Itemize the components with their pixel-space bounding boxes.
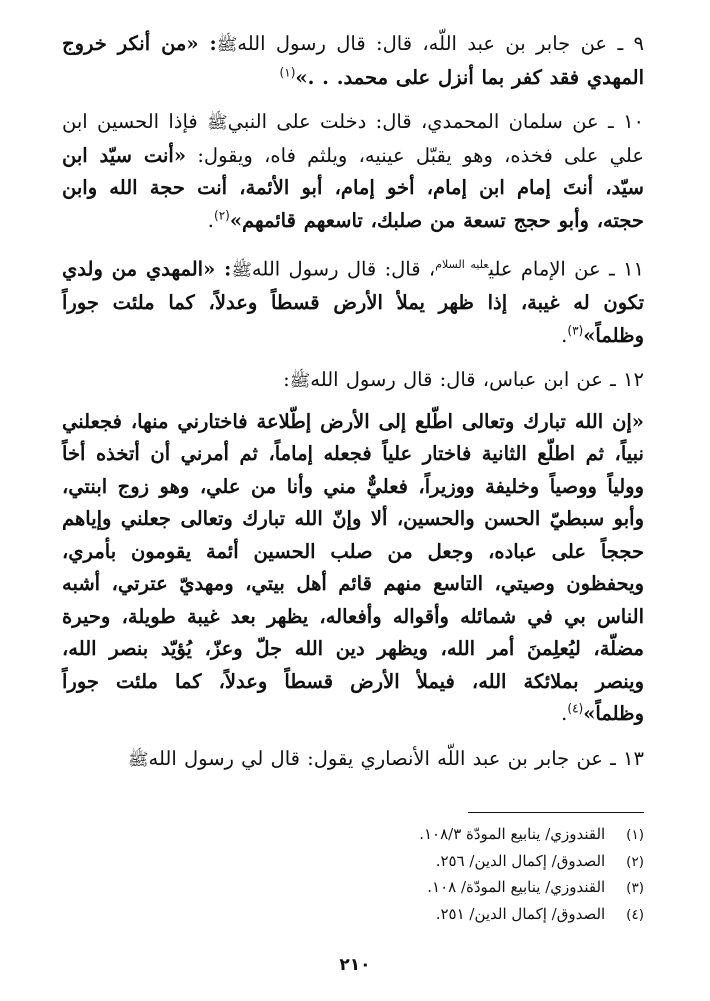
footnote-item (84, 875, 644, 902)
hadith-10 (62, 106, 644, 237)
hadith-quote: : «من أنكر خروج المهدي فقد كفر بما أنزل على محمد. . .» (62, 32, 644, 89)
hadith-end: . (207, 208, 214, 232)
hadith-number: ٩ ـ (617, 32, 644, 55)
footnote-item (84, 902, 644, 929)
salawat-icon: ﷺ (207, 113, 228, 133)
hadith-narration: عن سلمان المحمدي، قال: دخلت على النبي (227, 110, 599, 133)
hadith-quote: «إن الله تبارك وتعالى اطّلع إلى الأرض إطّلاعة فاختارني منها، فجعلني نبياً، ثم اطلّع الثانية فاختار علياً فجعله إماماً، ثم أمرني أن أتخذه أخاً وولياً ووصياً وخليفة ووزيراً، فعليٌّ مني وأنا من علي، وهو زوج ابنتي، وأبو سبطيّ الحسن والحسين، ألا وإنّ الله تبارك وتعالى جعلني وإياهم حججاً على عباده، وجعل من صلب الحسين أئمة يقومون بأمري، ويحفظون وصيتي، التاسع منهم قائم أهل بيتي، ومهديّ عترتي، أشبه الناس بي في شمائله وأقواله وأفعاله، يظهر بعد غيبة طويلة، وحيرة مضلّة، ليُعلِمنَ أمر الله، ويظهر دين الله جلّ وعزّ، يُؤيّد بنصر الله، وينصر بملائكة الله، فيملأ الأرض قسطاً وعدلاً، كما ملئت جوراً وظلماً» (62, 409, 644, 725)
footnotes (84, 822, 644, 928)
hadith-number: ١٠ ـ (608, 110, 645, 133)
footnote-text: القندوزي/ ينابيع المودّة ١٠٨/٣. (419, 825, 606, 843)
footnote-number: (٤) (626, 906, 644, 923)
salawat-icon: ﷺ (127, 749, 149, 770)
salawat-icon: ﷺ (216, 35, 238, 55)
salawat-icon: ﷺ (231, 260, 252, 281)
hadith-narration: عن الإمام علي (488, 257, 601, 281)
footnote-ref[interactable]: (٢) (214, 208, 230, 222)
salawat-imam-icon: عليه السلام (435, 258, 489, 271)
footnote-number: (٣) (626, 880, 644, 896)
footnote-text: الصدوق/ إكمال الدين/ ٢٥١. (435, 904, 606, 923)
footnote-ref[interactable]: (١) (279, 65, 296, 79)
footnote-number: (٢) (626, 853, 644, 870)
hadith-end: : (283, 368, 290, 391)
hadith-number: ١١ ـ (608, 257, 644, 281)
hadith-11 (62, 249, 644, 352)
footnote-item (84, 849, 644, 876)
hadith-9 (62, 28, 644, 94)
hadith-end: . (561, 323, 568, 347)
footnote-number: (١) (626, 827, 644, 843)
hadith-quote: : «المهدي من ولدي تكون له غيبة، إذا ظهر يملأ الأرض قسطاً وعدلاً، كما ملئت جوراً وظلماً» (62, 257, 644, 347)
page-body (62, 28, 644, 788)
hadith-narration: عن جابر بن عبد اللّه، قال: قال رسول الله (237, 32, 608, 55)
page-number: ٢١٠ (339, 955, 371, 975)
hadith-narration: عن جابر بن عبد اللّه الأنصاري يقول: قال لي رسول الله (148, 746, 603, 770)
hadith-13 (62, 743, 644, 777)
hadith-text: ، قال: قال رسول الله (251, 257, 436, 281)
hadith-end: . (561, 702, 568, 725)
footnote-ref[interactable]: (٣) (567, 323, 584, 337)
hadith-number: ١٣ ـ (610, 746, 644, 770)
hadith-12-quote (62, 406, 644, 731)
hadith-text: فإذا الحسين ابن علي على فخذه، وهو يقبّل عينيه، ويلثم فاه، ويقول: (62, 110, 645, 167)
footnote-text: القندوزي/ ينابيع المودّة/ ١٠٨. (427, 878, 606, 896)
footnote-divider (468, 812, 644, 813)
salawat-icon: ﷺ (289, 371, 311, 391)
hadith-narration: عن ابن عباس، قال: قال رسول الله (310, 368, 603, 391)
hadith-number: ١٢ ـ (610, 368, 644, 391)
hadith-12-intro (62, 364, 644, 398)
footnote-text: الصدوق/ إكمال الدين/ ٢٥٦. (435, 851, 606, 870)
footnote-item (84, 822, 644, 849)
hadith-quote: «أنت سيّد ابن سيّد، أنتَ إمام ابن إمام، أخو إمام، أبو الأئمة، أنت حجة الله وابن حجته، وأبو حجج تسعة من صلبك، تاسعهم قائمهم» (62, 143, 644, 232)
footnote-ref[interactable]: (٤) (567, 701, 584, 716)
